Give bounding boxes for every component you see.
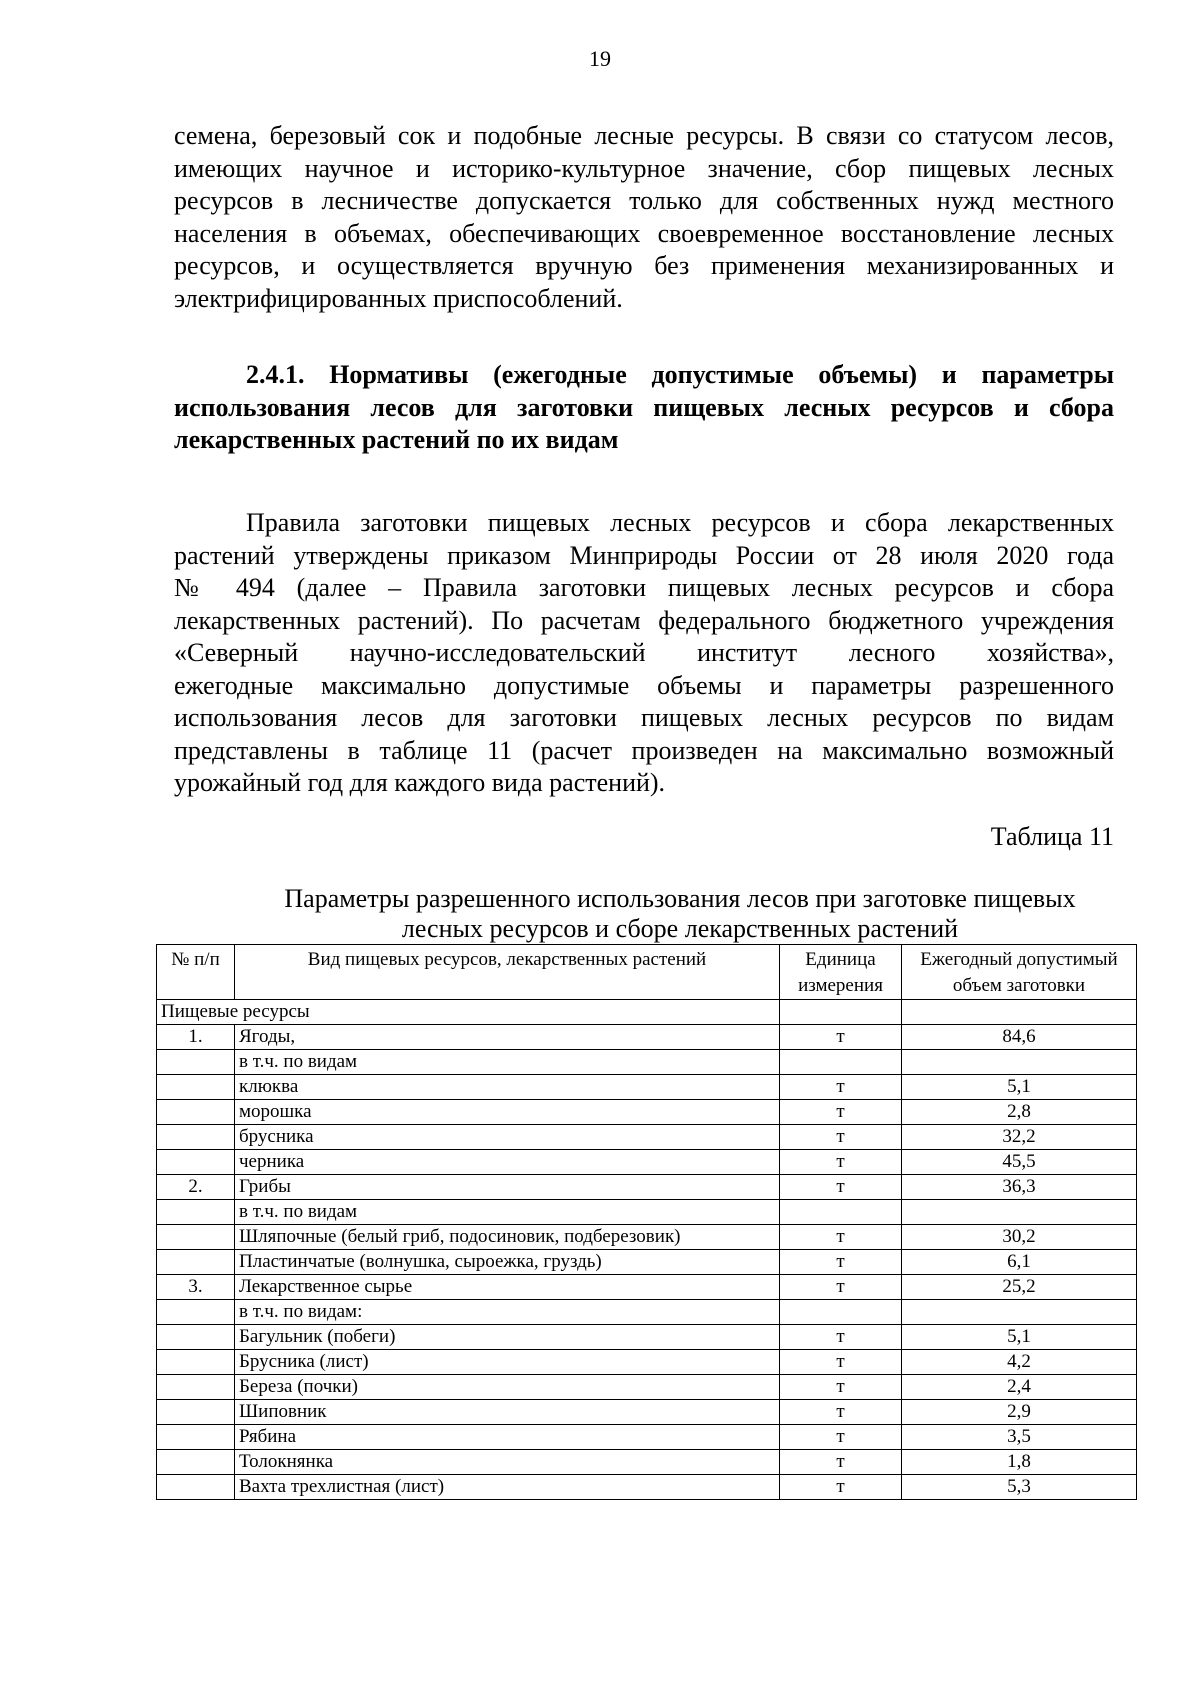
volume-cell: 2,9 (902, 1400, 1137, 1425)
resource-name: Шляпочные (белый гриб, подосиновик, подберезовик) (235, 1225, 780, 1250)
volume-cell: 25,2 (902, 1275, 1137, 1300)
unit-cell: т (780, 1400, 902, 1425)
text-line: Правила заготовки пищевых лесных ресурсов и сбора лекарственных (246, 508, 1114, 537)
table-row (157, 1375, 1137, 1400)
resource-name: Рябина (235, 1425, 780, 1450)
rules-paragraph (174, 507, 1114, 800)
resource-name: в т.ч. по видам (235, 1050, 780, 1075)
row-number (157, 1075, 235, 1100)
text-line: имеющих научное и историко-культурное значение, сбор пищевых лесных (174, 153, 1114, 183)
intro-paragraph (174, 120, 1114, 315)
resource-name: Вахта трехлистная (лист) (235, 1475, 780, 1500)
unit-cell: т (780, 1125, 902, 1150)
text-line: № 494 (далее – Правила заготовки пищевых лесных ресурсов и сбора (174, 573, 1114, 602)
table-row (157, 1125, 1137, 1150)
volume-cell: 5,1 (902, 1075, 1137, 1100)
volume-cell: 36,3 (902, 1175, 1137, 1200)
unit-cell: т (780, 1225, 902, 1250)
table-row (157, 1475, 1137, 1500)
section-label: Пищевые ресурсы (157, 1000, 780, 1025)
text-line: ресурсов в лесничестве допускается только для собственных нужд местного (174, 186, 1114, 215)
row-number (157, 1250, 235, 1275)
row-number: 1. (157, 1025, 235, 1050)
table-row (157, 1400, 1137, 1425)
row-number (157, 1200, 235, 1225)
table-row (157, 1025, 1137, 1050)
volume-cell: 84,6 (902, 1025, 1137, 1050)
table-row (157, 1100, 1137, 1125)
table-caption-line: Параметры разрешенного использования лесов при заготовке пищевых (284, 884, 1076, 913)
table-cell (902, 1000, 1137, 1025)
row-number (157, 1100, 235, 1125)
text-line: населения в объемах, обеспечивающих своевременное восстановление лесных (174, 218, 1114, 248)
table-label: Таблица 11 (990, 822, 1114, 851)
unit-cell: т (780, 1325, 902, 1350)
unit-cell: т (780, 1350, 902, 1375)
row-number (157, 1475, 235, 1500)
resource-name: Пластинчатые (волнушка, сыроежка, груздь) (235, 1250, 780, 1275)
text-line: лекарственных растений). По расчетам федерального бюджетного учреждения (174, 605, 1114, 635)
row-number (157, 1450, 235, 1475)
heading-line: лекарственных растений по их видам (174, 425, 619, 454)
header-num: № п/п (157, 945, 235, 1000)
unit-cell: т (780, 1150, 902, 1175)
table-row (157, 1350, 1137, 1375)
volume-cell: 30,2 (902, 1225, 1137, 1250)
row-number (157, 1050, 235, 1075)
unit-cell: т (780, 1250, 902, 1275)
resource-name: Береза (почки) (235, 1375, 780, 1400)
table-row (157, 1075, 1137, 1100)
volume-cell: 1,8 (902, 1450, 1137, 1475)
table-row (157, 1275, 1137, 1300)
resource-name: черника (235, 1150, 780, 1175)
text-line: семена, березовый сок и подобные лесные ресурсы. В связи со статусом лесов, (174, 121, 1114, 150)
volume-cell: 32,2 (902, 1125, 1137, 1150)
unit-cell: т (780, 1075, 902, 1100)
volume-cell: 45,5 (902, 1150, 1137, 1175)
section-heading (174, 359, 1114, 457)
row-number (157, 1300, 235, 1325)
table-row (157, 1150, 1137, 1175)
heading-line: 2.4.1. Нормативы (ежегодные допустимые объемы) и параметры (246, 360, 1114, 389)
volume-cell: 4,2 (902, 1350, 1137, 1375)
row-number: 2. (157, 1175, 235, 1200)
table-row (157, 1175, 1137, 1200)
resource-name: Толокнянка (235, 1450, 780, 1475)
resource-name: Грибы (235, 1175, 780, 1200)
row-number (157, 1350, 235, 1375)
volume-cell (902, 1200, 1137, 1225)
resource-name: Шиповник (235, 1400, 780, 1425)
page-number: 19 (589, 46, 611, 71)
unit-cell: т (780, 1025, 902, 1050)
resource-name: в т.ч. по видам: (235, 1300, 780, 1325)
unit-cell: т (780, 1475, 902, 1500)
heading-line: использования лесов для заготовки пищевых лесных ресурсов и сбора (174, 392, 1114, 422)
volume-cell: 2,8 (902, 1100, 1137, 1125)
resource-name: Лекарственное сырье (235, 1275, 780, 1300)
row-number: 3. (157, 1275, 235, 1300)
table-row (157, 1425, 1137, 1450)
volume-cell (902, 1050, 1137, 1075)
unit-cell (780, 1300, 902, 1325)
row-number (157, 1400, 235, 1425)
text-line: ресурсов, и осуществляется вручную без применения механизированных и (174, 251, 1114, 280)
unit-cell (780, 1200, 902, 1225)
resource-name: Ягоды, (235, 1025, 780, 1050)
volume-cell: 6,1 (902, 1250, 1137, 1275)
table-row (157, 1300, 1137, 1325)
resource-name: Багульник (побеги) (235, 1325, 780, 1350)
unit-cell (780, 1050, 902, 1075)
table-cell (780, 1000, 902, 1025)
unit-cell: т (780, 1175, 902, 1200)
unit-cell: т (780, 1100, 902, 1125)
table-row (157, 1450, 1137, 1475)
table-header-row (157, 945, 1137, 1000)
row-number (157, 1225, 235, 1250)
volume-cell (902, 1300, 1137, 1325)
table-row (157, 1250, 1137, 1275)
text-line: представлены в таблице 11 (расчет произведен на максимально возможный (174, 735, 1114, 765)
text-line: электрифицированных приспособлений. (174, 283, 623, 313)
volume-cell: 5,1 (902, 1325, 1137, 1350)
resource-name: морошка (235, 1100, 780, 1125)
table-row (157, 1200, 1137, 1225)
text-line: использования лесов для заготовки пищевых лесных ресурсов по видам (174, 703, 1114, 732)
unit-cell: т (780, 1375, 902, 1400)
resource-name: в т.ч. по видам (235, 1200, 780, 1225)
table-row (157, 1325, 1137, 1350)
header-volume: Ежегодный допустимый объем заготовки (902, 945, 1137, 1000)
unit-cell: т (780, 1450, 902, 1475)
table-caption-line: лесных ресурсов и сборе лекарственных растений (401, 914, 959, 943)
table-row (157, 1050, 1137, 1075)
resources-table (156, 944, 1137, 1500)
unit-cell: т (780, 1275, 902, 1300)
volume-cell: 3,5 (902, 1425, 1137, 1450)
unit-cell: т (780, 1425, 902, 1450)
text-line: урожайный год для каждого вида растений). (174, 768, 666, 797)
row-number (157, 1425, 235, 1450)
text-line: ежегодные максимально допустимые объемы и параметры разрешенного (174, 670, 1114, 700)
volume-cell: 5,3 (902, 1475, 1137, 1500)
row-number (157, 1125, 235, 1150)
row-number (157, 1150, 235, 1175)
header-unit: Единица измерения (780, 945, 902, 1000)
row-number (157, 1375, 235, 1400)
table-row (157, 1225, 1137, 1250)
row-number (157, 1325, 235, 1350)
text-line: растений утверждены приказом Минприроды России от 28 июля 2020 года (174, 540, 1114, 570)
text-line: «Северный научно-исследовательский институт лесного хозяйства», (174, 638, 1114, 667)
table-caption (240, 884, 1120, 944)
resource-name: клюква (235, 1075, 780, 1100)
resource-name: Брусника (лист) (235, 1350, 780, 1375)
volume-cell: 2,4 (902, 1375, 1137, 1400)
header-type: Вид пищевых ресурсов, лекарственных растений (235, 945, 780, 1000)
resource-name: брусника (235, 1125, 780, 1150)
section-row (157, 1000, 1137, 1025)
